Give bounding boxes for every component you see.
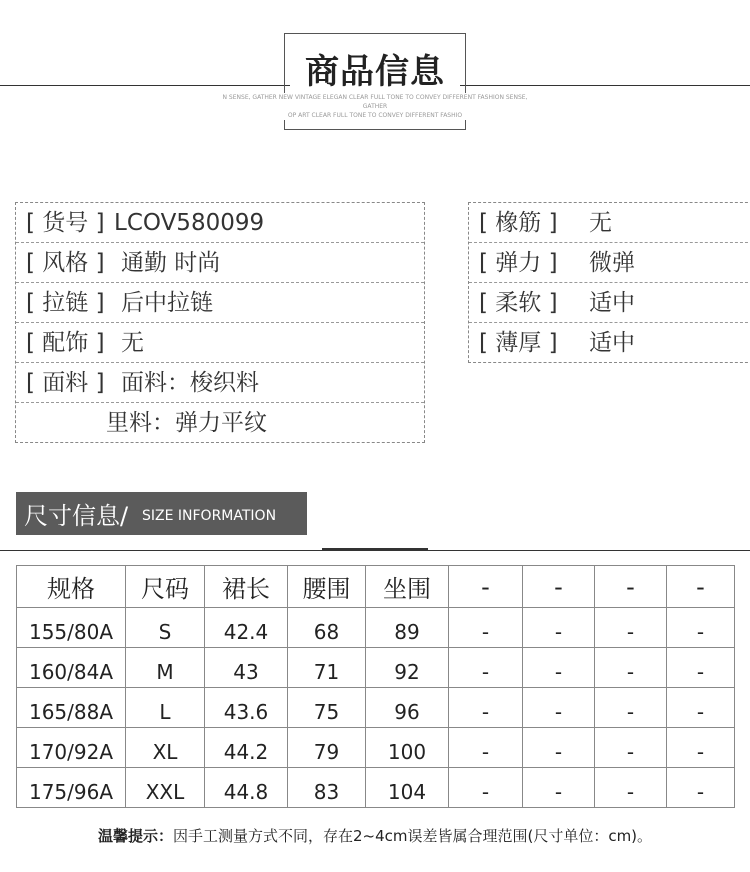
header-cell: - (449, 566, 523, 608)
cell-text: 43.6 (223, 699, 269, 724)
cell-text: 42.4 (223, 619, 269, 644)
cell-text: 165/88A (28, 699, 114, 724)
header-cell: - (595, 566, 667, 608)
cell-text: 75 (313, 699, 340, 724)
table-row (17, 608, 735, 648)
table-cell (595, 768, 667, 808)
cell-text: - (696, 619, 705, 644)
table-cell (205, 608, 288, 648)
cell-text: 89 (394, 619, 420, 644)
info-value: 微弹 (589, 250, 635, 276)
table-cell (667, 728, 735, 768)
subtitle-line-2: OP ART CLEAR FULL TONE TO CONVEY DIFFERENT FASHIO (287, 112, 463, 119)
table-cell (667, 648, 735, 688)
table-cell (595, 608, 667, 648)
size-section-accent (322, 548, 428, 551)
cell-text: - (696, 779, 705, 804)
table-cell (595, 648, 667, 688)
table-cell (449, 728, 523, 768)
info-row-stretch (469, 243, 750, 283)
table-cell (449, 608, 523, 648)
table-cell (205, 728, 288, 768)
info-value: 适中 (589, 290, 635, 316)
size-title-cn: 尺寸信息/ (24, 502, 129, 530)
table-cell (667, 688, 735, 728)
info-row-thickness (469, 323, 750, 363)
table-cell (366, 608, 449, 648)
info-table-left (15, 202, 425, 443)
cell-text: - (554, 699, 563, 724)
cell-text: 96 (394, 699, 420, 724)
info-value: 通勤 时尚 (121, 250, 221, 276)
table-cell (17, 608, 126, 648)
table-cell (17, 688, 126, 728)
info-row-zipper (16, 283, 424, 323)
info-label: [ 风格 ] (26, 250, 105, 276)
table-cell (523, 768, 595, 808)
size-title-en: SIZE INFORMATION (142, 508, 277, 524)
info-label: [ 柔软 ] (479, 290, 558, 316)
info-value: 无 (121, 330, 144, 356)
cell-text: - (696, 659, 705, 684)
cell-text: - (481, 659, 490, 684)
table-cell (595, 728, 667, 768)
cell-text: - (481, 779, 490, 804)
table-cell (288, 768, 366, 808)
header-cell: - (523, 566, 595, 608)
cell-text: - (626, 739, 635, 764)
table-cell (595, 688, 667, 728)
info-label: [ 拉链 ] (26, 290, 105, 316)
header-cell: 坐围 (366, 566, 449, 608)
table-cell (126, 768, 205, 808)
info-value: 无 (589, 210, 612, 236)
cell-text: - (626, 659, 635, 684)
table-cell (126, 688, 205, 728)
cell-text: 104 (387, 779, 427, 804)
cell-text: - (554, 739, 563, 764)
info-value: 里料：弹力平纹 (106, 410, 267, 436)
table-cell (205, 688, 288, 728)
cell-text: - (554, 779, 563, 804)
cell-text: - (554, 619, 563, 644)
info-label: [ 配饰 ] (26, 330, 105, 356)
table-row (17, 768, 735, 808)
table-cell (449, 768, 523, 808)
table-row (17, 648, 735, 688)
info-table-right (468, 202, 750, 363)
cell-text: - (554, 659, 563, 684)
table-cell (449, 648, 523, 688)
cell-text: XL (152, 739, 178, 764)
table-cell (288, 728, 366, 768)
table-cell (17, 768, 126, 808)
info-value: LCOV580099 (114, 210, 265, 236)
info-value: 面料：梭织料 (121, 370, 259, 396)
info-row-softness (469, 283, 750, 323)
info-label: [ 薄厚 ] (479, 330, 558, 356)
size-table-header (17, 566, 735, 608)
info-label: [ 弹力 ] (479, 250, 558, 276)
table-cell (126, 648, 205, 688)
table-row (17, 688, 735, 728)
cell-text: - (696, 739, 705, 764)
cell-text: L (159, 699, 171, 724)
cell-text: 100 (387, 739, 427, 764)
info-label: [ 橡筋 ] (479, 210, 558, 236)
table-cell (523, 728, 595, 768)
size-info-banner (16, 492, 307, 535)
table-cell (17, 728, 126, 768)
cell-text: - (626, 779, 635, 804)
cell-text: 160/84A (28, 659, 114, 684)
cell-text: 83 (313, 779, 340, 804)
header-cell: - (667, 566, 735, 608)
header-cell: 腰围 (288, 566, 366, 608)
cell-text: 175/96A (28, 779, 114, 804)
cell-text: 43 (233, 659, 259, 684)
header-cell: 尺码 (126, 566, 205, 608)
page-subtitle (210, 93, 540, 120)
info-value: 适中 (589, 330, 635, 356)
table-cell (667, 768, 735, 808)
cell-text: 79 (313, 739, 340, 764)
table-cell (17, 648, 126, 688)
table-cell (126, 608, 205, 648)
info-row-item-no (16, 203, 424, 243)
info-label: [ 面料 ] (26, 370, 105, 396)
info-row-lining (16, 403, 424, 443)
size-table (16, 565, 735, 808)
table-cell (205, 768, 288, 808)
table-cell (288, 688, 366, 728)
table-cell (523, 608, 595, 648)
note-text: 因手工测量方式不同，存在2~4cm误差皆属合理范围(尺寸单位：cm)。 (172, 827, 653, 845)
table-row (17, 728, 735, 768)
cell-text: - (481, 739, 490, 764)
info-value: 后中拉链 (121, 290, 213, 316)
note-label: 温馨提示： (97, 827, 173, 845)
page-title: 商品信息 (290, 44, 460, 93)
cell-text: - (481, 699, 490, 724)
table-cell (205, 648, 288, 688)
table-cell (126, 728, 205, 768)
header-cell: 规格 (17, 566, 126, 608)
cell-text: - (626, 699, 635, 724)
cell-text: 71 (313, 659, 340, 684)
cell-text: XXL (145, 779, 185, 804)
cell-text: 92 (394, 659, 420, 684)
cell-text: 155/80A (28, 619, 114, 644)
table-cell (523, 648, 595, 688)
table-cell (667, 608, 735, 648)
cell-text: 68 (313, 619, 340, 644)
table-cell (288, 608, 366, 648)
cell-text: S (158, 619, 172, 644)
cell-text: - (696, 699, 705, 724)
cell-text: 44.8 (223, 779, 269, 804)
table-cell (288, 648, 366, 688)
info-row-style (16, 243, 424, 283)
header-cell: 裙长 (205, 566, 288, 608)
cell-text: - (626, 619, 635, 644)
table-cell (366, 728, 449, 768)
info-row-accessory (16, 323, 424, 363)
info-row-elastic-band (469, 203, 750, 243)
table-cell (366, 688, 449, 728)
info-row-fabric (16, 363, 424, 403)
table-cell (366, 648, 449, 688)
cell-text: - (481, 619, 490, 644)
table-cell (449, 688, 523, 728)
subtitle-line-1: N SENSE, GATHER NEW VINTAGE ELEGAN CLEAR FULL TONE TO CONVEY DIFFERENT FASHION SENSE, GATHER (222, 94, 528, 110)
table-cell (366, 768, 449, 808)
measurement-note (0, 825, 750, 846)
cell-text: 44.2 (223, 739, 269, 764)
table-cell (523, 688, 595, 728)
info-label: [ 货号 ] (26, 210, 105, 236)
cell-text: 170/92A (28, 739, 114, 764)
cell-text: M (156, 659, 174, 684)
